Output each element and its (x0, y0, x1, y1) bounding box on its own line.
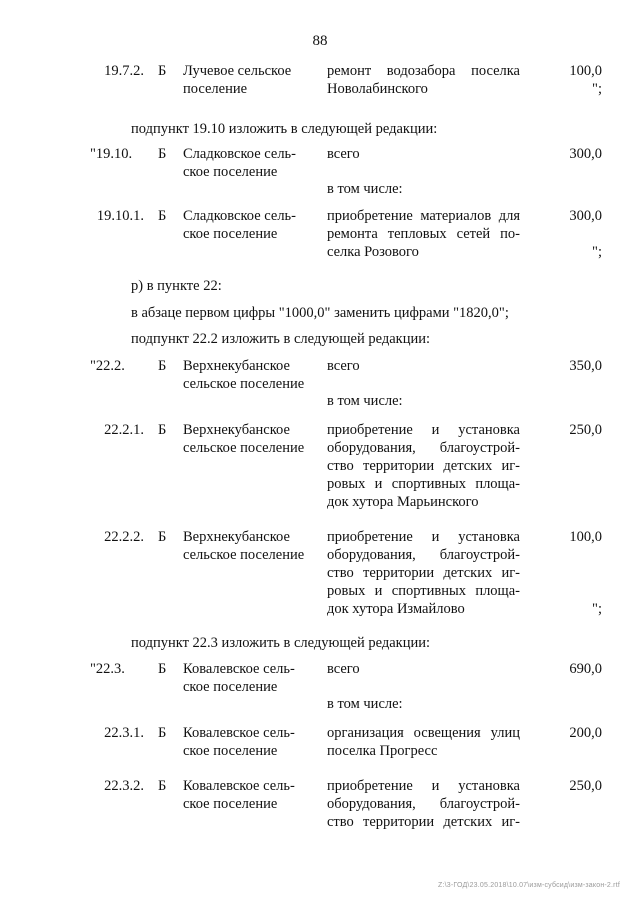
name-line: Ковалевское сель- (183, 778, 295, 794)
budget-code: Б (158, 63, 167, 79)
purpose-line: приобретение и установка (327, 422, 520, 438)
budget-code: Б (158, 358, 167, 374)
amount: 300,0 (569, 146, 602, 162)
purpose (327, 145, 520, 163)
purpose (327, 357, 520, 375)
settlement-name (183, 357, 321, 393)
file-path-footer: Z:\3-ГОД\23.05.2018\10.07\изм-субсид\изм-закон-2.rtf (438, 882, 620, 889)
name-line: Верхнекубанское (183, 358, 290, 374)
paragraph: подпункт 19.10 изложить в следующей редакции: (131, 121, 438, 137)
in-that-number: в том числе: (327, 696, 403, 712)
name-line: сельское поселение (183, 547, 305, 563)
purpose (327, 660, 520, 678)
settlement-name (183, 421, 321, 457)
item-number: 22.2.2. (104, 529, 144, 545)
purpose-line: оборудования, благоустрой- (327, 796, 520, 812)
purpose (327, 421, 520, 511)
amount: 690,0 (569, 661, 602, 677)
settlement-name (183, 62, 321, 98)
paragraph: подпункт 22.3 изложить в следующей редакции: (131, 635, 431, 651)
item-number: 22.3.1. (104, 725, 144, 741)
purpose-line: ремонта тепловых сетей по- (327, 226, 520, 242)
budget-code: Б (158, 529, 167, 545)
budget-code: Б (158, 778, 167, 794)
budget-code: Б (158, 725, 167, 741)
purpose-line: ремонт водозабора поселка (327, 63, 520, 79)
page-number: 88 (312, 33, 328, 49)
in-that-number: в том числе: (327, 393, 403, 409)
purpose-line: ство территории детских иг- (327, 458, 520, 474)
item-number: 22.2.1. (104, 422, 144, 438)
amount: 100,0 (569, 529, 602, 545)
purpose-line: док хутора Измайлово (327, 601, 465, 617)
name-line: Ковалевское сель- (183, 661, 295, 677)
name-line: сельское поселение (183, 440, 305, 456)
name-line: поселение (183, 81, 248, 97)
budget-code: Б (158, 208, 167, 224)
purpose-line: организация освещения улиц (327, 725, 520, 741)
item-number: "22.2. (90, 358, 125, 374)
purpose-line: ство территории детских иг- (327, 565, 520, 581)
purpose-line: оборудования, благоустрой- (327, 547, 520, 563)
item-number: 22.3.2. (104, 778, 144, 794)
purpose (327, 62, 520, 98)
purpose-line: Новолабинского (327, 81, 428, 97)
closing-quote: "; (592, 81, 602, 97)
purpose (327, 777, 520, 831)
settlement-name (183, 528, 321, 564)
amount: 250,0 (569, 778, 602, 794)
amount: 100,0 (569, 63, 602, 79)
amount: 350,0 (569, 358, 602, 374)
amount: 250,0 (569, 422, 602, 438)
name-line: Ковалевское сель- (183, 725, 295, 741)
budget-code: Б (158, 661, 167, 677)
name-line: ское поселение (183, 743, 278, 759)
purpose-line: док хутора Марьинского (327, 494, 479, 510)
amount: 300,0 (569, 208, 602, 224)
purpose-line: всего (327, 358, 360, 374)
closing-quote: "; (592, 601, 602, 617)
name-line: Верхнекубанское (183, 529, 290, 545)
paragraph: подпункт 22.2 изложить в следующей редакции: (131, 331, 431, 347)
settlement-name (183, 777, 321, 813)
name-line: ское поселение (183, 164, 278, 180)
item-number: 19.10.1. (96, 208, 144, 224)
in-that-number: в том числе: (327, 181, 403, 197)
purpose-line: ровых и спортивных площа- (327, 583, 520, 599)
name-line: Верхнекубанское (183, 422, 290, 438)
purpose-line: всего (327, 146, 360, 162)
settlement-name (183, 207, 321, 243)
name-line: Сладковское сель- (183, 208, 296, 224)
purpose-line: ство территории детских иг- (327, 814, 520, 830)
settlement-name (183, 660, 321, 696)
purpose-line: ровых и спортивных площа- (327, 476, 520, 492)
purpose-line: приобретение и установка (327, 778, 520, 794)
name-line: ское поселение (183, 226, 278, 242)
item-number: "19.10. (90, 146, 133, 162)
item-number: 19.7.2. (104, 63, 144, 79)
amount: 200,0 (569, 725, 602, 741)
name-line: ское поселение (183, 796, 278, 812)
purpose-line: оборудования, благоустрой- (327, 440, 520, 456)
name-line: сельское поселение (183, 376, 305, 392)
purpose-line: приобретение и установка (327, 529, 520, 545)
purpose-line: всего (327, 661, 360, 677)
name-line: ское поселение (183, 679, 278, 695)
closing-quote: "; (592, 244, 602, 260)
settlement-name (183, 145, 321, 181)
purpose (327, 207, 520, 261)
purpose-line: поселка Прогресс (327, 743, 438, 759)
paragraph: р) в пункте 22: (131, 278, 222, 294)
name-line: Лучевое сельское (183, 63, 292, 79)
settlement-name (183, 724, 321, 760)
purpose-line: селка Розового (327, 244, 419, 260)
item-number: "22.3. (90, 661, 125, 677)
name-line: Сладковское сель- (183, 146, 296, 162)
purpose (327, 528, 520, 618)
paragraph: в абзаце первом цифры "1000,0" заменить цифрами "1820,0"; (131, 305, 509, 321)
budget-code: Б (158, 146, 167, 162)
budget-code: Б (158, 422, 167, 438)
purpose-line: приобретение материалов для (327, 208, 520, 224)
purpose (327, 724, 520, 760)
